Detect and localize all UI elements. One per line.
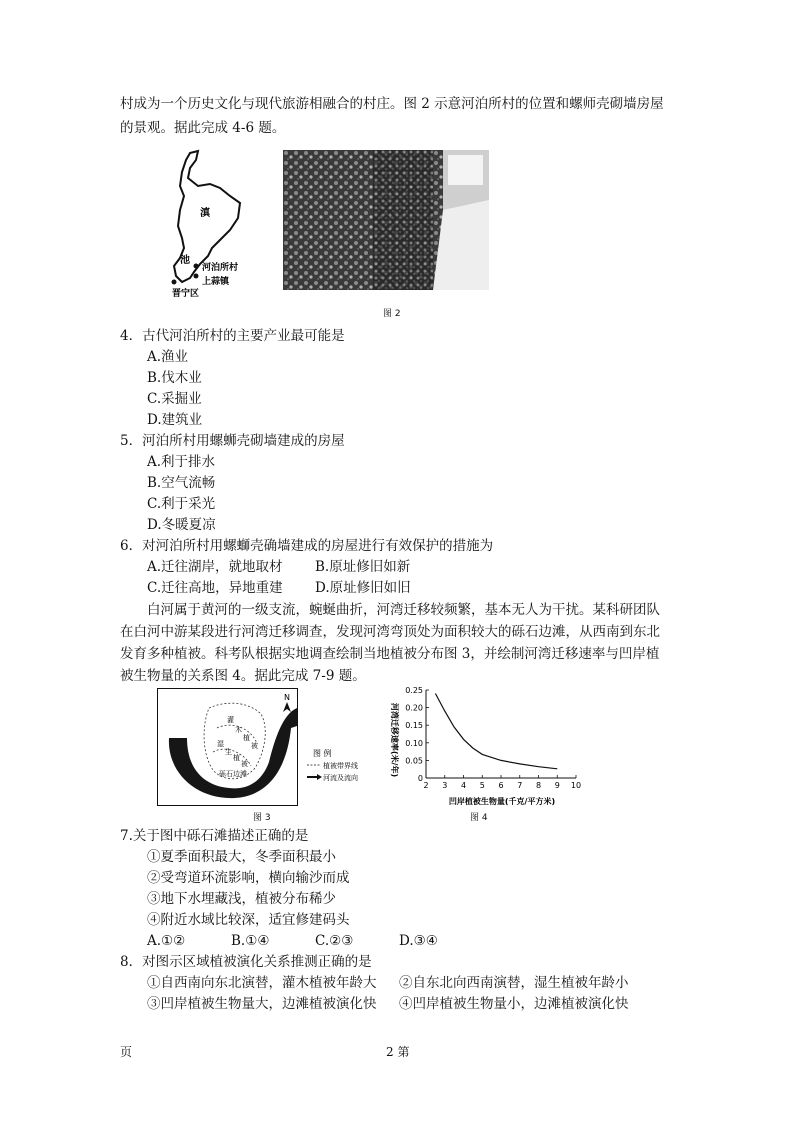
- q6-option-b: B.原址修旧如新: [315, 559, 411, 575]
- q7-statement-4: ④附近水域比较深，适宜修建码头: [147, 912, 350, 928]
- x-tick-label: 5: [479, 781, 485, 790]
- river-flow-icon: [307, 774, 322, 780]
- q8-statement-4: ④凹岸植被生物量小，边滩植被演化快: [399, 996, 629, 1012]
- map-label-chi: 池: [180, 255, 190, 266]
- y-tick-label: 0: [417, 774, 423, 783]
- town-dot-icon: [194, 274, 199, 279]
- zone-label-3: 植: [243, 734, 250, 742]
- y-tick-label: 0.05: [405, 756, 423, 766]
- fig3-caption: 图 3: [253, 813, 271, 823]
- q5-option-a: A.利于排水: [147, 454, 216, 470]
- intro2-line3: 发育多种植被。科考队根据实地调查绘制当地植被分布图 3，并绘制河湾迁移速率与凹岸植: [120, 646, 660, 662]
- zone-label-gravel: 砾石边滩: [219, 770, 247, 778]
- fig2-photo-shell-wall: [283, 150, 489, 290]
- chart-xlabel: 凹岸植被生物量(千克/平方米): [448, 797, 556, 806]
- x-tick-label: 4: [460, 781, 467, 790]
- zone-label-2: 木: [235, 726, 242, 734]
- q7-stem: 7.关于图中砾石滩描述正确的是: [120, 828, 309, 844]
- zone-label-1: 灌: [227, 716, 234, 724]
- chart-svg: [380, 682, 590, 810]
- x-tick-label: 9: [554, 781, 560, 790]
- vegetation-map-svg: [157, 688, 375, 806]
- intro1-line1: 村成为一个历史文化与现代旅游相融合的村庄。图 2 示意河泊所村的位置和螺师壳砌墙房屋: [120, 96, 664, 112]
- q7-option-a: A.①②: [147, 933, 186, 949]
- x-tick-label: 3: [442, 781, 448, 790]
- fig4-caption: 图 4: [470, 813, 488, 823]
- legend-item-river: 河流及流向: [323, 774, 358, 782]
- fig2-map: [160, 148, 275, 303]
- x-tick-label: 6: [498, 781, 504, 790]
- north-label: N: [284, 693, 290, 702]
- y-tick-label: 0.25: [405, 686, 423, 695]
- q4-stem: 4．古代河泊所村的主要产业最可能是: [120, 328, 345, 344]
- legend-item-boundary: 植被带界线: [323, 762, 358, 770]
- x-tick-label: 2: [423, 781, 429, 790]
- q7-statement-3: ③地下水埋藏浅，植被分布稀少: [147, 891, 336, 907]
- q6-option-d: D.原址修旧如旧: [315, 580, 411, 596]
- footer-left: 页: [120, 1045, 133, 1059]
- zone-label-5: 湿: [217, 740, 224, 748]
- north-arrow-icon: [283, 702, 291, 712]
- q8-statement-1: ①自西南向东北演替，灌木植被年龄大: [147, 975, 377, 991]
- zone-label-4: 被: [251, 742, 258, 750]
- q4-option-d: D.建筑业: [147, 412, 203, 428]
- fig4-chart: [380, 682, 590, 810]
- x-tick-label: 10: [570, 781, 582, 790]
- q8-statement-3: ③凹岸植被生物量大，边滩植被演化快: [147, 996, 377, 1012]
- intro2-line2: 在白河中游某段进行河湾迁移调查，发现河湾弯顶处为面积较大的砾石边滩，从西南到东北: [120, 624, 660, 640]
- q6-option-a: A.迁往湖岸，就地取材: [147, 559, 283, 575]
- q7-statement-2: ②受弯道环流影响，横向输沙而成: [147, 870, 350, 886]
- q4-option-b: B.伐木业: [147, 370, 202, 386]
- lake-map-svg: [160, 148, 275, 303]
- map-label-dian: 滇: [200, 208, 210, 219]
- q5-stem: 5．河泊所村用螺蛳壳砌墙建成的房屋: [120, 433, 345, 449]
- q4-option-a: A.渔业: [147, 349, 189, 365]
- legend-title: 图 例: [313, 749, 332, 758]
- q5-option-b: B.空气流畅: [147, 475, 216, 491]
- q7-option-c: C.②③: [315, 933, 354, 949]
- fig2-caption: 图 2: [383, 309, 401, 319]
- y-tick-label: 0.20: [405, 703, 423, 713]
- q8-stem: 8．对图示区域植被演化关系推测正确的是: [120, 954, 372, 970]
- district-dot-icon: [172, 280, 177, 285]
- q5-option-c: C.利于采光: [147, 496, 216, 512]
- y-tick-label: 0.10: [405, 738, 423, 748]
- intro2-line4: 被生物量的关系图 4。据此完成 7-9 题。: [120, 668, 366, 684]
- series-line: [435, 694, 557, 769]
- q6-stem: 6．对河泊所村用螺螄壳确墙建成的房屋进行有效保护的措施为: [120, 538, 494, 554]
- footer-page-number: 2 第: [386, 1045, 410, 1059]
- map-label-village: 河泊所村: [202, 263, 239, 273]
- zone-label-6: 生: [225, 748, 232, 756]
- intro2-line1: 白河属于黄河的一级支流，蜿蜒曲折，河湾迁移较频繁，基本无人为干扰。某科研团队: [147, 602, 660, 618]
- q7-option-d: D.③④: [399, 933, 438, 949]
- chart-ylabel: 河湾迁移速率(米/年): [390, 702, 399, 778]
- map-label-town: 上蒜镇: [202, 277, 230, 287]
- q6-option-c: C.迁往高地，异地重建: [147, 580, 283, 596]
- village-dot-icon: [194, 264, 199, 269]
- fig3-vegetation-map: [157, 688, 375, 806]
- x-tick-label: 7: [517, 781, 523, 790]
- y-tick-label: 0.15: [405, 721, 423, 731]
- map-label-district: 晋宁区: [172, 289, 200, 299]
- x-tick-label: 8: [535, 781, 542, 790]
- q7-statement-1: ①夏季面积最大，冬季面积最小: [147, 849, 336, 865]
- intro1-line2: 的景观。据此完成 4-6 题。: [120, 120, 286, 136]
- zone-label-7: 植: [233, 754, 240, 762]
- q7-option-b: B.①④: [231, 933, 270, 949]
- q5-option-d: D.冬暖夏凉: [147, 517, 216, 533]
- q8-statement-2: ②自东北向西南演替，湿生植被年龄小: [399, 975, 629, 991]
- q4-option-c: C.采掘业: [147, 391, 202, 407]
- shell-wall-photo: [283, 150, 489, 290]
- zone-label-8: 被: [241, 760, 248, 768]
